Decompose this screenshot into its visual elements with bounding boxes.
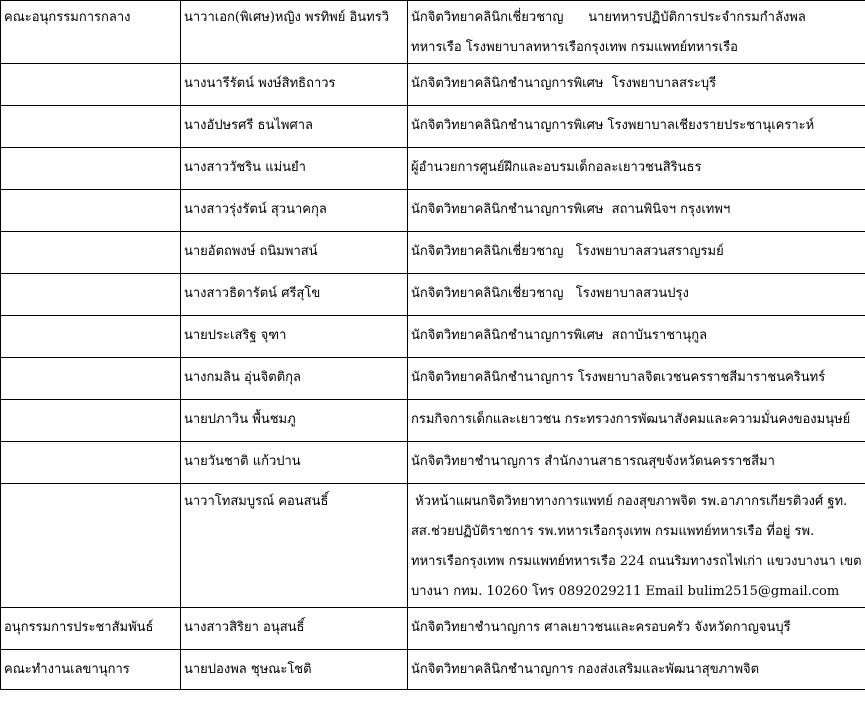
committee-cell — [1, 274, 181, 316]
committee-cell — [1, 442, 181, 484]
name-cell — [181, 274, 408, 316]
position-cell — [408, 442, 865, 484]
position-cell — [408, 358, 865, 400]
member-name: นางสาวสิริยา อนุสนธิ์ — [184, 620, 305, 635]
committee-cell — [1, 358, 181, 400]
table-row — [1, 608, 865, 650]
member-name: นางสาวรุ่งรัตน์ สุวนาคกุล — [184, 202, 327, 217]
member-name: นายอัตถพงษ์ ถนิมพาสน์ — [184, 244, 318, 259]
member-name: นาวาเอก(พิเศษ)หญิง พรทิพย์ อินทรวิ — [184, 10, 389, 25]
position-line: สส.ช่วยปฏิบัติราชการ รพ.ทหารเรือกรุงเทพ กรมแพทย์ทหารเรือ ที่อยู่ รพ. — [411, 524, 815, 539]
committee-cell — [1, 484, 181, 608]
table-row — [1, 106, 865, 148]
position-cell — [408, 106, 865, 148]
table-row — [1, 650, 865, 690]
name-cell — [181, 1, 408, 64]
committee-cell — [1, 316, 181, 358]
committee-cell — [1, 232, 181, 274]
committee-label: คณะอนุกรรมการกลาง — [4, 10, 131, 25]
table-row — [1, 190, 865, 232]
committee-cell — [1, 400, 181, 442]
committee-label: อนุกรรมการประชาสัมพันธ์ — [4, 620, 154, 635]
member-name: นางสาวธิดารัตน์ ศรีสุโข — [184, 286, 321, 301]
position-cell — [408, 274, 865, 316]
member-name: นายปภาวิน พื้นชมภู — [184, 412, 296, 427]
position-line: บางนา กทม. 10260 โทร 0892029211 Email bulim2515@gmail.com — [411, 584, 840, 599]
position-line: นักจิตวิทยาชำนาญการ ศาลเยาวชนและครอบครัว จังหวัดกาญจนบุรี — [411, 620, 791, 635]
committee-cell — [1, 64, 181, 106]
name-cell — [181, 64, 408, 106]
table-row — [1, 358, 865, 400]
member-name: นายประเสริฐ จุฑา — [184, 328, 287, 343]
name-cell — [181, 442, 408, 484]
position-line: กรมกิจการเด็กและเยาวชน กระทรวงการพัฒนาสังคมและความมั่นคงของมนุษย์ — [411, 412, 851, 427]
member-name: นางนารีรัตน์ พงษ์สิทธิถาวร — [184, 76, 336, 91]
position-line: นักจิตวิทยาคลินิกเชี่ยวชาญ โรงพยาบาลสวนสราญรมย์ — [411, 244, 724, 259]
position-line: นักจิตวิทยาคลินิกชำนาญการพิเศษ สถานพินิจฯ กรุงเทพฯ — [411, 202, 731, 217]
committee-cell — [1, 148, 181, 190]
position-cell — [408, 650, 865, 690]
table-row — [1, 316, 865, 358]
table-row — [1, 442, 865, 484]
position-cell — [408, 232, 865, 274]
table-row — [1, 1, 865, 64]
committee-table-body — [1, 1, 865, 690]
position-cell — [408, 608, 865, 650]
position-line: นักจิตวิทยาคลินิกชำนาญการพิเศษ สถาบันราชานุกูล — [411, 328, 708, 343]
committee-cell — [1, 190, 181, 232]
position-line: นักจิตวิทยาคลินิกชำนาญการพิเศษ โรงพยาบาลสระบุรี — [411, 76, 717, 91]
table-row — [1, 400, 865, 442]
position-line: ทหารเรือกรุงเทพ กรมแพทย์ทหารเรือ 224 ถนนริมทางรถไฟเก่า แขวงบางนา เขต — [411, 554, 862, 569]
position-line: นักจิตวิทยาคลินิกชำนาญการ โรงพยาบาลจิตเวชนครราชสีมาราชนครินทร์ — [411, 370, 826, 385]
position-cell — [408, 148, 865, 190]
position-cell — [408, 316, 865, 358]
name-cell — [181, 608, 408, 650]
name-cell — [181, 106, 408, 148]
committee-label: คณะทำงานเลขานุการ — [4, 662, 130, 677]
table-row — [1, 274, 865, 316]
committee-cell — [1, 650, 181, 690]
name-cell — [181, 650, 408, 690]
name-cell — [181, 148, 408, 190]
position-line: นักจิตวิทยาคลินิกเชี่ยวชาญ นายทหารปฏิบัติการประจำกรมกำลังพล — [411, 10, 806, 25]
position-line: นักจิตวิทยาคลินิกชำนาญการ กองส่งเสริมและพัฒนาสุขภาพจิต — [411, 662, 760, 677]
committee-cell — [1, 608, 181, 650]
name-cell — [181, 358, 408, 400]
position-cell — [408, 484, 865, 608]
member-name: นายวันชาติ แก้วปาน — [184, 454, 301, 469]
position-cell — [408, 64, 865, 106]
table-row — [1, 484, 865, 608]
table-row — [1, 148, 865, 190]
table-row — [1, 232, 865, 274]
name-cell — [181, 190, 408, 232]
position-line: นักจิตวิทยาคลินิกเชี่ยวชาญ โรงพยาบาลสวนปรุง — [411, 286, 689, 301]
position-line: นักจิตวิทยาคลินิกชำนาญการพิเศษ โรงพยาบาลเชียงรายประชานุเคราะห์ — [411, 118, 815, 133]
member-name: นางสาววัชริน แม่นยำ — [184, 160, 306, 175]
position-cell — [408, 190, 865, 232]
committee-cell — [1, 1, 181, 64]
member-name: นาวาโทสมบูรณ์ คอนสนธิ์ — [184, 494, 329, 509]
committee-cell — [1, 106, 181, 148]
position-cell — [408, 1, 865, 64]
position-line: ผู้อำนวยการศูนย์ฝึกและอบรมเด็กอละเยาวชนสิรินธร — [411, 160, 702, 175]
name-cell — [181, 316, 408, 358]
position-line: หัวหน้าแผนกจิตวิทยาทางการแพทย์ กองสุขภาพจิต รพ.อาภากรเกียรติวงศ์ ฐท. — [411, 494, 848, 509]
name-cell — [181, 232, 408, 274]
name-cell — [181, 484, 408, 608]
table-row — [1, 64, 865, 106]
member-name: นางกมลิน อุ่นจิตติกุล — [184, 370, 301, 385]
position-line: นักจิตวิทยาชำนาญการ สำนักงานสาธารณสุขจังหวัดนครราชสีมา — [411, 454, 775, 469]
member-name: นายปองพล ชุษณะโชติ — [184, 662, 312, 677]
position-line: ทหารเรือ โรงพยาบาลทหารเรือกรุงเทพ กรมแพทย์ทหารเรือ — [411, 40, 738, 55]
name-cell — [181, 400, 408, 442]
position-cell — [408, 400, 865, 442]
member-name: นางอัปษรศรี ธนไพศาล — [184, 118, 313, 133]
